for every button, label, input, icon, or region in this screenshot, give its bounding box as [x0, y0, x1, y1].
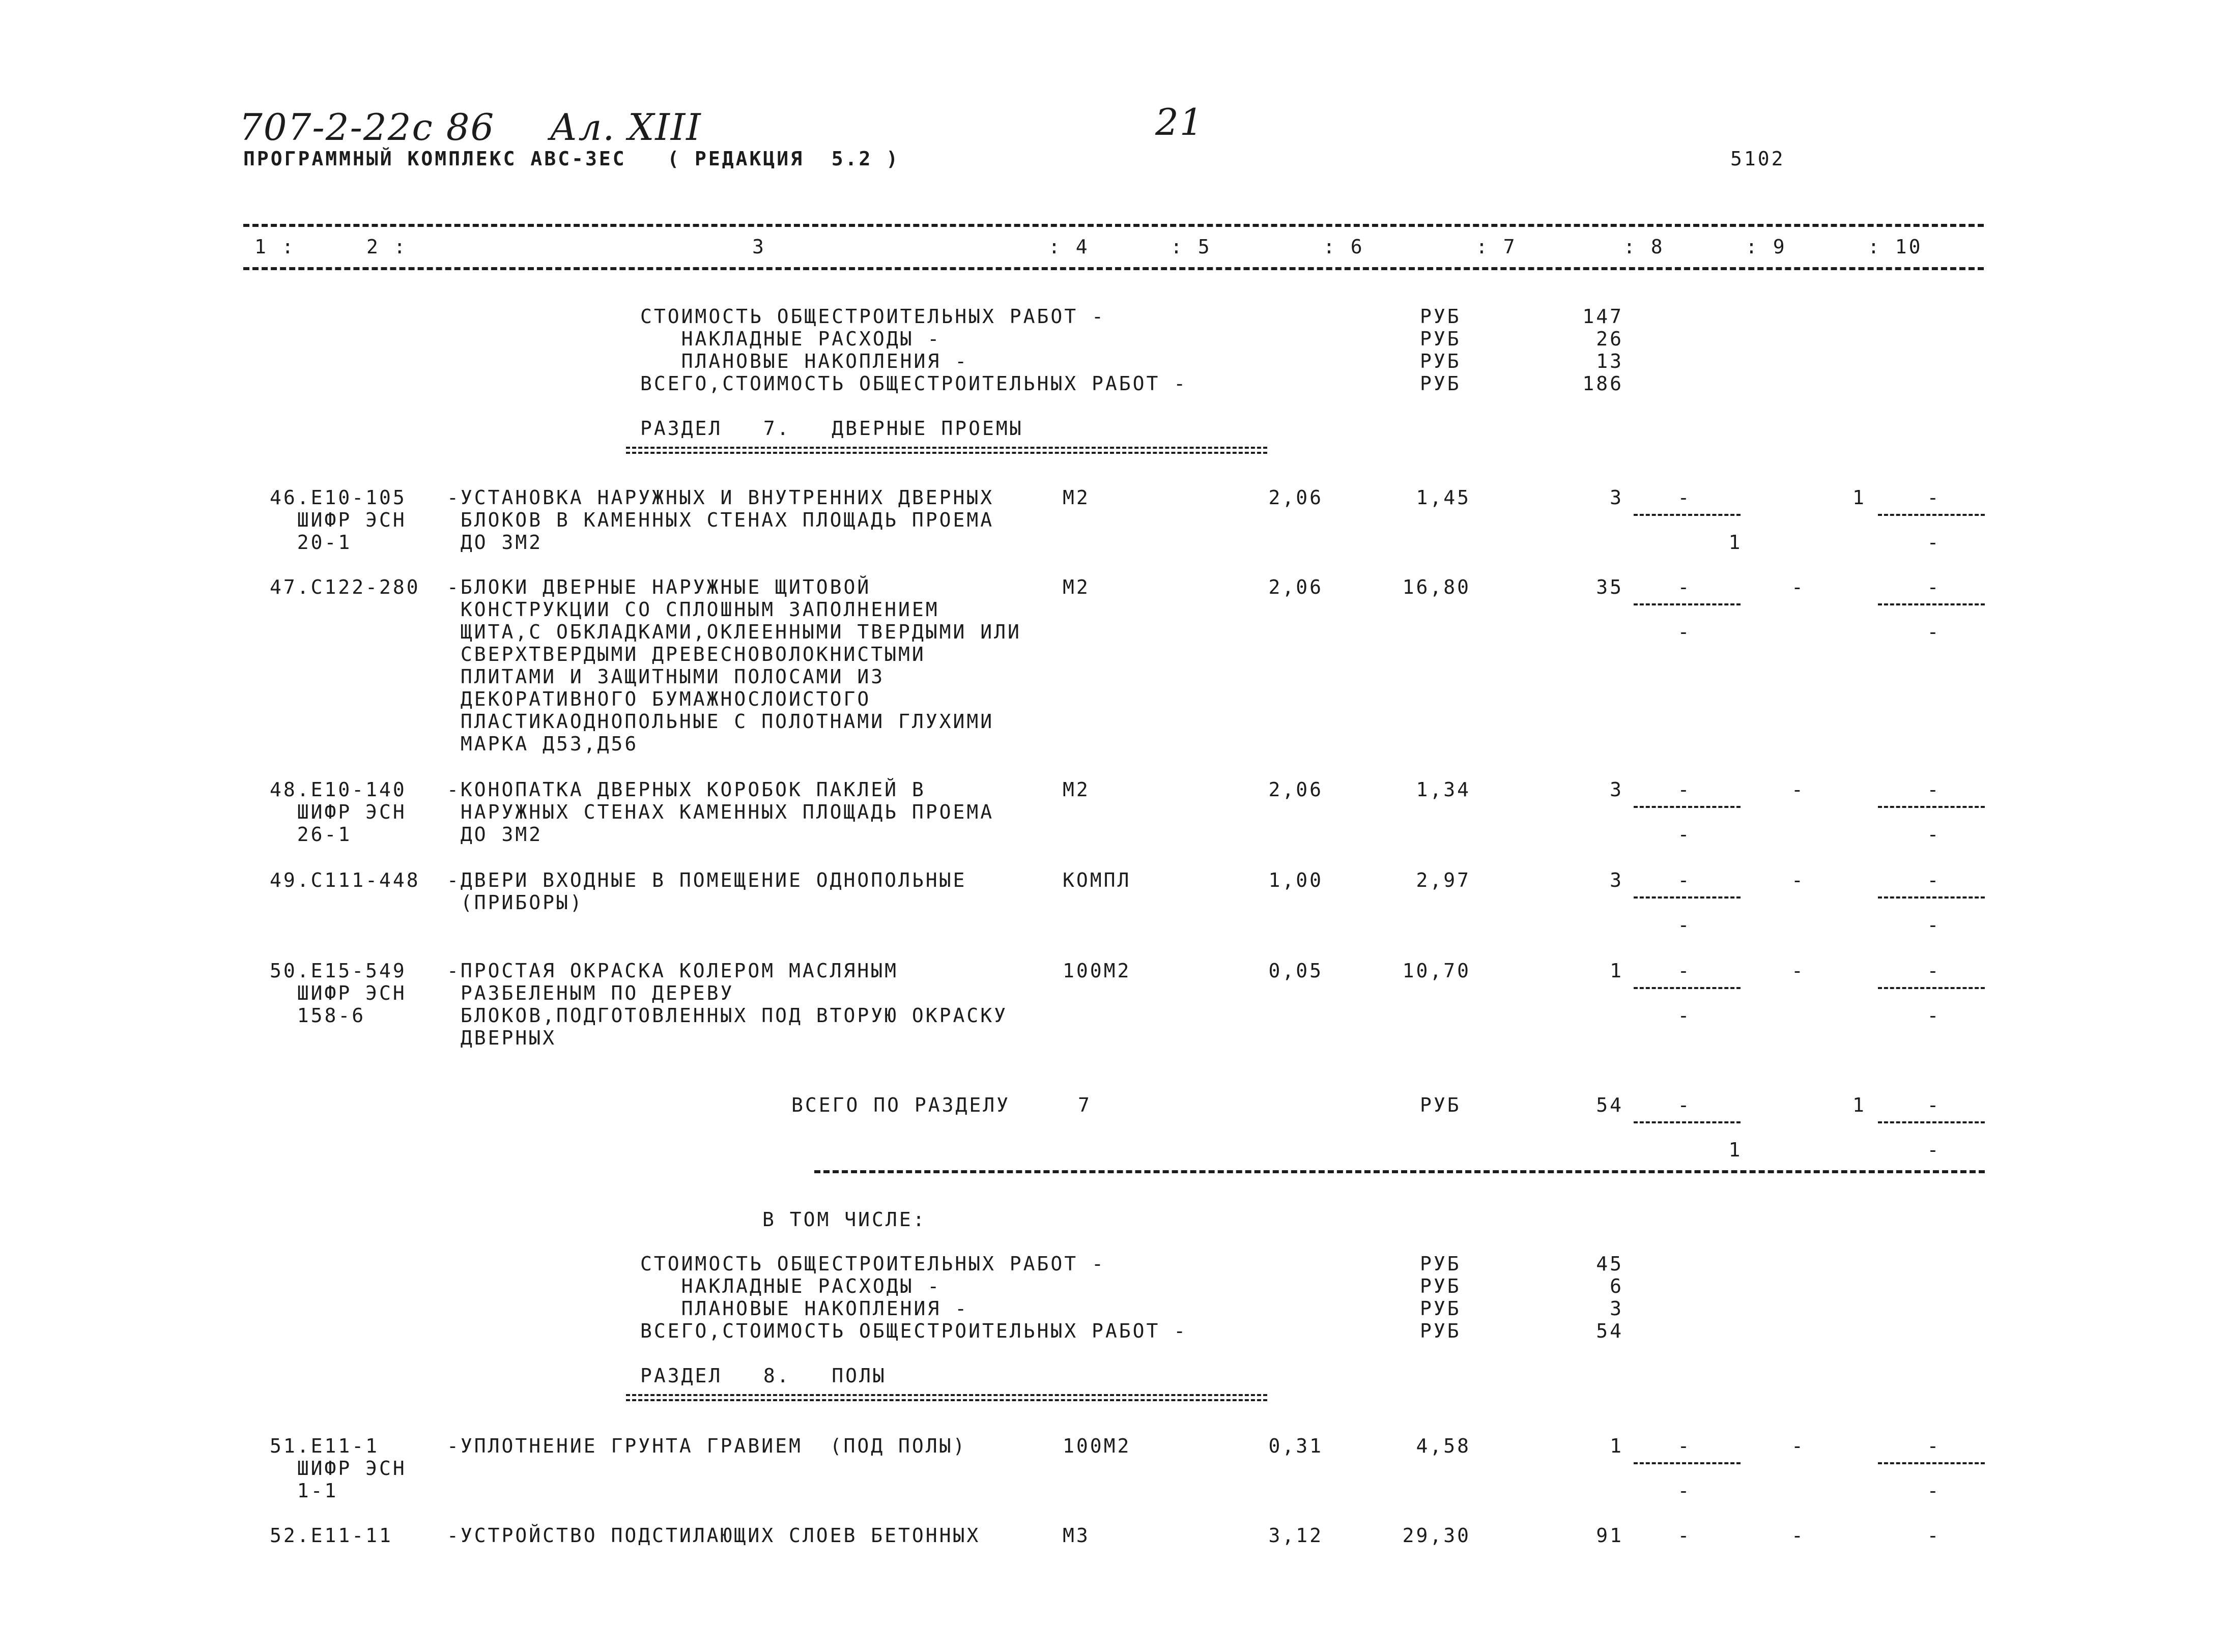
row-unit: М3	[1063, 1524, 1090, 1547]
handwritten-code: 707-2-22с 86	[239, 106, 495, 149]
row-price: 4,58	[1416, 1435, 1471, 1457]
row-c8-top: -	[1677, 869, 1692, 891]
row-desc: ДО 3М2	[447, 823, 543, 846]
row-desc: ДВЕРНЫХ	[447, 1027, 557, 1049]
row-c9: -	[1791, 1524, 1805, 1547]
row-total: 3	[1610, 486, 1623, 509]
col-10: : 10	[1868, 236, 1923, 258]
section-total-c8-top: -	[1677, 1094, 1692, 1116]
row-code: ШИФР ЭСН	[270, 1457, 407, 1480]
summary-unit: РУБ	[1420, 328, 1461, 350]
row-qty: 1,00	[1268, 869, 1323, 891]
fraction-rule	[1634, 514, 1741, 516]
summary-label: НАКЛАДНЫЕ РАСХОДЫ -	[640, 328, 942, 350]
fraction-rule	[1634, 806, 1741, 808]
summary-unit: РУБ	[1420, 305, 1461, 328]
row-unit: 100М2	[1063, 1435, 1131, 1457]
summary-value: 147	[1582, 305, 1623, 328]
row-desc: СВЕРХТВЕРДЫМИ ДРЕВЕСНОВОЛОКНИСТЫМИ	[447, 643, 926, 665]
summary-unit: РУБ	[1420, 1253, 1461, 1275]
col-4: : 4	[1048, 236, 1090, 258]
summary-label: СТОИМОСТЬ ОБЩЕСТРОИТЕЛЬНЫХ РАБОТ -	[640, 305, 1105, 328]
summary-label: НАКЛАДНЫЕ РАСХОДЫ -	[640, 1275, 942, 1297]
form-code: 5102	[1730, 148, 1785, 170]
row-c8-top: -	[1677, 576, 1692, 598]
row-c10-bot: -	[1927, 823, 1941, 846]
row-desc: ПЛАСТИКАОДНОПОЛЬНЫЕ С ПОЛОТНАМИ ГЛУХИМИ	[447, 710, 994, 733]
row-c9: -	[1791, 960, 1805, 982]
row-c8-top: -	[1677, 1524, 1692, 1547]
col-1: 1 :	[254, 236, 296, 258]
col-8: : 8	[1623, 236, 1665, 258]
row-total: 3	[1610, 778, 1623, 801]
section-7-title: РАЗДЕЛ 7. ДВЕРНЫЕ ПРОЕМЫ	[640, 417, 1023, 440]
summary-unit: РУБ	[1420, 1320, 1461, 1342]
row-price: 1,34	[1416, 778, 1471, 801]
row-c9: -	[1791, 1435, 1805, 1457]
section-8-underline	[626, 1394, 1267, 1401]
section-8-title: РАЗДЕЛ 8. ПОЛЫ	[640, 1365, 887, 1387]
row-c8-bot: -	[1677, 823, 1692, 846]
row-desc: -БЛОКИ ДВЕРНЫЕ НАРУЖНЫЕ ЩИТОВОЙ	[447, 576, 871, 598]
summary-label: ПЛАНОВЫЕ НАКОПЛЕНИЯ -	[640, 1297, 969, 1320]
row-unit: КОМПЛ	[1063, 869, 1131, 891]
row-c8-bot: -	[1677, 621, 1692, 643]
row-desc: -УПЛОТНЕНИЕ ГРУНТА ГРАВИЕМ (ПОД ПОЛЫ)	[447, 1435, 967, 1457]
col-9: : 9	[1746, 236, 1787, 258]
row-qty: 0,31	[1268, 1435, 1323, 1457]
row-c8-top: -	[1677, 960, 1692, 982]
row-c10-top: -	[1927, 486, 1941, 509]
fraction-rule	[1634, 603, 1741, 605]
summary-unit: РУБ	[1420, 372, 1461, 395]
summary-label: ПЛАНОВЫЕ НАКОПЛЕНИЯ -	[640, 350, 969, 372]
summary-value: 3	[1610, 1297, 1623, 1320]
row-c10-top: -	[1927, 778, 1941, 801]
section-total-number: 7	[1078, 1094, 1092, 1116]
row-c8-top: -	[1677, 486, 1692, 509]
row-c8-bot: -	[1677, 1004, 1692, 1027]
row-code: ШИФР ЭСН	[270, 801, 407, 823]
col-2: 2 :	[366, 236, 408, 258]
row-total: 3	[1610, 869, 1623, 891]
row-qty: 2,06	[1268, 486, 1323, 509]
section-total-c9: 1	[1852, 1094, 1866, 1116]
summary-label: ВСЕГО,СТОИМОСТЬ ОБЩЕСТРОИТЕЛЬНЫХ РАБОТ -	[640, 1320, 1188, 1342]
fraction-rule	[1878, 1121, 1985, 1123]
row-desc: НАРУЖНЫХ СТЕНАХ КАМЕННЫХ ПЛОЩАДЬ ПРОЕМА	[447, 801, 994, 823]
program-line: ПРОГРАММНЫЙ КОМПЛЕКС АВС-3ЕС ( РЕДАКЦИЯ 5.2 )	[243, 148, 900, 170]
row-desc: БЛОКОВ В КАМЕННЫХ СТЕНАХ ПЛОЩАДЬ ПРОЕМА	[447, 509, 994, 531]
row-price: 29,30	[1402, 1524, 1471, 1547]
row-desc: -ДВЕРИ ВХОДНЫЕ В ПОМЕЩЕНИЕ ОДНОПОЛЬНЫЕ	[447, 869, 967, 891]
col-6: : 6	[1323, 236, 1364, 258]
row-total: 1	[1610, 1435, 1623, 1457]
row-total: 35	[1596, 576, 1623, 598]
row-desc: -ПРОСТАЯ ОКРАСКА КОЛЕРОМ МАСЛЯНЫМ	[447, 960, 898, 982]
row-code: 1-1	[270, 1480, 338, 1502]
section-7-underline	[626, 447, 1267, 454]
row-code: 50.Е15-549	[270, 960, 407, 982]
row-price: 1,45	[1416, 486, 1471, 509]
row-c10-top: -	[1927, 960, 1941, 982]
fraction-rule	[1878, 1462, 1985, 1464]
fraction-rule	[1878, 987, 1985, 989]
row-c10-bot: -	[1927, 621, 1941, 643]
fraction-rule	[1878, 806, 1985, 808]
summary-value: 26	[1596, 328, 1623, 350]
row-code: 46.Е10-105	[270, 486, 407, 509]
col-7: : 7	[1476, 236, 1517, 258]
row-desc: (ПРИБОРЫ)	[447, 891, 584, 914]
row-desc: ДО 3М2	[447, 531, 543, 554]
row-desc: БЛОКОВ,ПОДГОТОВЛЕННЫХ ПОД ВТОРУЮ ОКРАСКУ	[447, 1004, 1008, 1027]
row-code: 52.Е11-11	[270, 1524, 393, 1547]
summary-value: 45	[1596, 1253, 1623, 1275]
including-label: В ТОМ ЧИСЛЕ:	[762, 1208, 927, 1231]
fraction-rule	[1634, 987, 1741, 989]
row-c8-bot: -	[1677, 914, 1692, 936]
row-c8-bot: -	[1677, 1480, 1692, 1502]
fraction-rule	[1634, 1462, 1741, 1464]
row-c9: 1	[1852, 486, 1866, 509]
row-unit: М2	[1063, 778, 1090, 801]
row-desc: ЩИТА,С ОБКЛАДКАМИ,ОКЛЕЕННЫМИ ТВЕРДЫМИ ИЛИ	[447, 621, 1021, 643]
row-c10-top: -	[1927, 1524, 1941, 1547]
page-number: 21	[1155, 101, 1204, 143]
section-total-unit: РУБ	[1420, 1094, 1461, 1116]
row-desc: -КОНОПАТКА ДВЕРНЫХ КОРОБОК ПАКЛЕЙ В	[447, 778, 926, 801]
row-code: 47.С122-280	[270, 576, 420, 598]
row-code: 51.Е11-1	[270, 1435, 380, 1457]
row-c9: -	[1791, 778, 1805, 801]
row-c10-top: -	[1927, 869, 1941, 891]
row-c8-top: -	[1677, 1435, 1692, 1457]
summary-value: 13	[1596, 350, 1623, 372]
row-c8-top: -	[1677, 778, 1692, 801]
row-unit: 100М2	[1063, 960, 1131, 982]
row-code: 158-6	[270, 1004, 366, 1027]
row-desc: ДЕКОРАТИВНОГО БУМАЖНОСЛОИСТОГО	[447, 688, 871, 710]
row-code: 26-1	[270, 823, 352, 846]
summary-value: 6	[1610, 1275, 1623, 1297]
handwritten-sheet: Ал. XIII	[550, 106, 702, 149]
row-c8-bot: 1	[1728, 531, 1743, 554]
row-c10-top: -	[1927, 1435, 1941, 1457]
summary-label: СТОИМОСТЬ ОБЩЕСТРОИТЕЛЬНЫХ РАБОТ -	[640, 1253, 1105, 1275]
row-total: 91	[1596, 1524, 1623, 1547]
row-code: 48.Е10-140	[270, 778, 407, 801]
summary-value: 186	[1582, 372, 1623, 395]
header-rule-top	[243, 224, 1984, 227]
row-price: 2,97	[1416, 869, 1471, 891]
row-c10-bot: -	[1927, 1004, 1941, 1027]
section-total-rule	[814, 1170, 1985, 1173]
summary-unit: РУБ	[1420, 1297, 1461, 1320]
summary-label: ВСЕГО,СТОИМОСТЬ ОБЩЕСТРОИТЕЛЬНЫХ РАБОТ -	[640, 372, 1188, 395]
fraction-rule	[1634, 1121, 1741, 1123]
row-qty: 2,06	[1268, 576, 1323, 598]
row-qty: 2,06	[1268, 778, 1323, 801]
row-total: 1	[1610, 960, 1623, 982]
row-desc: -УСТАНОВКА НАРУЖНЫХ И ВНУТРЕННИХ ДВЕРНЫХ	[447, 486, 994, 509]
col-5: : 5	[1171, 236, 1212, 258]
col-3: 3	[752, 236, 766, 258]
row-desc: МАРКА Д53,Д56	[447, 733, 639, 755]
fraction-rule	[1634, 896, 1741, 899]
section-total-c8-bot: 1	[1728, 1139, 1743, 1161]
fraction-rule	[1878, 603, 1985, 605]
row-desc: КОНСТРУКЦИИ СО СПЛОШНЫМ ЗАПОЛНЕНИЕМ	[447, 598, 939, 621]
row-c10-bot: -	[1927, 914, 1941, 936]
row-code: ШИФР ЭСН	[270, 509, 407, 531]
row-code: 20-1	[270, 531, 352, 554]
section-total-label: ВСЕГО ПО РАЗДЕЛУ	[791, 1094, 1011, 1116]
row-c9: -	[1791, 576, 1805, 598]
fraction-rule	[1878, 896, 1985, 899]
row-code: ШИФР ЭСН	[270, 982, 407, 1004]
section-total-value: 54	[1596, 1094, 1623, 1116]
row-price: 16,80	[1402, 576, 1471, 598]
summary-unit: РУБ	[1420, 350, 1461, 372]
row-c10-bot: -	[1927, 531, 1941, 554]
row-qty: 0,05	[1268, 960, 1323, 982]
row-unit: М2	[1063, 576, 1090, 598]
section-total-c10-bot: -	[1927, 1139, 1941, 1161]
summary-unit: РУБ	[1420, 1275, 1461, 1297]
row-c9: -	[1791, 869, 1805, 891]
row-desc: -УСТРОЙСТВО ПОДСТИЛАЮЩИХ СЛОЕВ БЕТОННЫХ	[447, 1524, 981, 1547]
section-total-c10-top: -	[1927, 1094, 1941, 1116]
summary-value: 54	[1596, 1320, 1623, 1342]
row-desc: ПЛИТАМИ И ЗАЩИТНЫМИ ПОЛОСАМИ ИЗ	[447, 665, 885, 688]
row-c10-bot: -	[1927, 1480, 1941, 1502]
row-price: 10,70	[1402, 960, 1471, 982]
row-qty: 3,12	[1268, 1524, 1323, 1547]
row-code: 49.С111-448	[270, 869, 420, 891]
row-c10-top: -	[1927, 576, 1941, 598]
header-rule-bottom	[243, 267, 1984, 270]
fraction-rule	[1878, 514, 1985, 516]
row-desc: РАЗБЕЛЕНЫМ ПО ДЕРЕВУ	[447, 982, 734, 1004]
row-unit: М2	[1063, 486, 1090, 509]
